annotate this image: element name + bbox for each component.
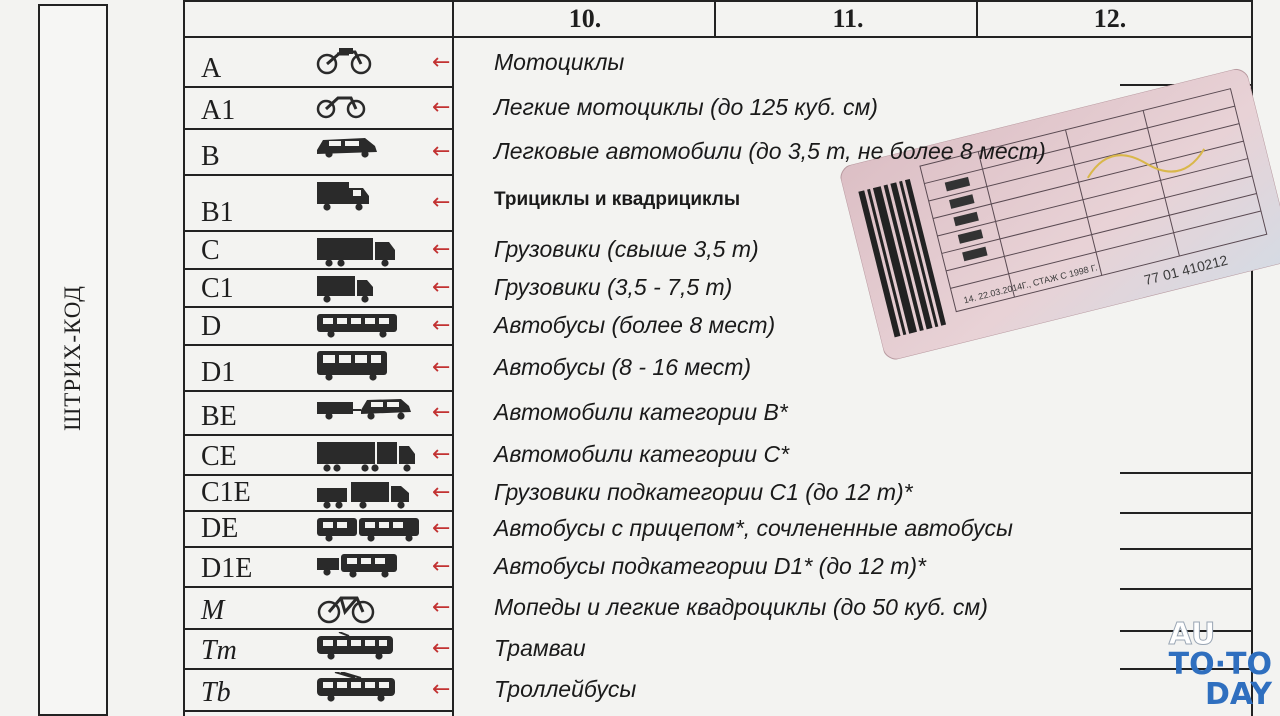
category-description: Мотоциклы bbox=[494, 49, 625, 75]
category-description: Грузовики подкатегории С1 (до 12 т)* bbox=[494, 479, 913, 505]
category-row bbox=[185, 548, 453, 588]
minibus-icon bbox=[315, 348, 391, 387]
right-column-line bbox=[1120, 548, 1253, 550]
bus-icon bbox=[315, 310, 401, 345]
category-row bbox=[185, 130, 453, 176]
category-row bbox=[185, 436, 453, 476]
column-divider bbox=[714, 0, 716, 38]
category-row bbox=[185, 512, 453, 548]
watermark-line-1: AU bbox=[1168, 617, 1216, 652]
red-arrow-left-icon: ← bbox=[432, 95, 451, 120]
moped-icon bbox=[315, 590, 379, 631]
category-code: DE bbox=[201, 513, 239, 544]
category-row bbox=[185, 176, 453, 232]
category-description: Троллейбусы bbox=[494, 676, 637, 702]
articulated-bus-icon bbox=[315, 514, 423, 549]
category-code: D bbox=[201, 311, 222, 342]
red-arrow-left-icon: ← bbox=[432, 400, 451, 425]
car-trailer-icon bbox=[315, 394, 415, 427]
red-arrow-left-icon: ← bbox=[432, 237, 451, 262]
trolleybus-icon bbox=[315, 672, 399, 709]
right-column-line bbox=[1120, 472, 1253, 474]
right-column-line bbox=[1120, 588, 1253, 590]
category-description: Грузовики (свыше 3,5 т) bbox=[494, 236, 759, 262]
red-arrow-left-icon: ← bbox=[432, 275, 451, 300]
category-code: Tb bbox=[201, 677, 231, 708]
category-description: Легковые автомобили (до 3,5 т, не более 8 мест) bbox=[494, 138, 1046, 164]
red-arrow-left-icon: ← bbox=[432, 595, 451, 620]
medium-truck-trailer-icon bbox=[315, 478, 413, 515]
red-arrow-left-icon: ← bbox=[432, 50, 451, 75]
category-description: Трициклы и квадрициклы bbox=[494, 189, 741, 210]
category-code: A bbox=[201, 53, 222, 84]
category-description: Автобусы с прицепом*, сочлененные автобусы bbox=[494, 515, 1013, 541]
red-arrow-left-icon: ← bbox=[432, 355, 451, 380]
category-description: Мопеды и легкие квадроциклы (до 50 куб. см) bbox=[494, 594, 988, 620]
watermark-line-3: DAY bbox=[1205, 677, 1272, 712]
red-arrow-left-icon: ← bbox=[432, 636, 451, 661]
category-code: D1 bbox=[201, 357, 236, 388]
truck-icon bbox=[315, 234, 399, 273]
tram-icon bbox=[315, 632, 397, 667]
category-row bbox=[185, 392, 453, 436]
category-code: Tm bbox=[201, 635, 237, 666]
column-number-11: 11. bbox=[832, 4, 864, 33]
category-row bbox=[185, 40, 453, 88]
minibus-trailer-icon bbox=[315, 550, 401, 583]
category-code: A1 bbox=[201, 95, 236, 126]
red-arrow-left-icon: ← bbox=[432, 313, 451, 338]
category-row bbox=[185, 88, 453, 130]
category-row bbox=[185, 476, 453, 512]
car-icon bbox=[315, 132, 379, 167]
category-row bbox=[185, 270, 453, 308]
card-issued-text: 14. 22.03.2014Г., СТАЖ С 1998 Г. bbox=[962, 262, 1099, 306]
light-motorcycle-icon bbox=[315, 90, 369, 125]
category-row bbox=[185, 588, 453, 630]
barcode-label: ШТРИХ-КОД bbox=[60, 285, 85, 431]
red-arrow-left-icon: ← bbox=[432, 442, 451, 467]
category-code: B1 bbox=[201, 197, 234, 228]
category-description: Грузовики (3,5 - 7,5 т) bbox=[494, 274, 733, 300]
category-code: CE bbox=[201, 441, 237, 472]
red-arrow-left-icon: ← bbox=[432, 480, 451, 505]
truck-trailer-icon bbox=[315, 438, 419, 479]
medium-truck-icon bbox=[315, 272, 377, 309]
watermark-line-2: TO·TO bbox=[1168, 647, 1272, 682]
right-column-line bbox=[1120, 512, 1253, 514]
category-row bbox=[185, 346, 453, 392]
category-row bbox=[185, 232, 453, 270]
red-arrow-left-icon: ← bbox=[432, 554, 451, 579]
category-code: D1E bbox=[201, 553, 253, 584]
category-row bbox=[185, 630, 453, 670]
category-description: Автобусы (8 - 16 мест) bbox=[494, 354, 752, 380]
column-number-10: 10. bbox=[568, 4, 602, 33]
red-arrow-left-icon: ← bbox=[432, 139, 451, 164]
red-arrow-left-icon: ← bbox=[432, 677, 451, 702]
category-description: Автобусы подкатегории D1* (до 12 т)* bbox=[494, 553, 926, 579]
category-description: Автомобили категории С* bbox=[494, 441, 790, 467]
column-number-12: 12. bbox=[1093, 4, 1127, 33]
category-code: B bbox=[201, 141, 220, 172]
category-description: Автомобили категории В* bbox=[494, 399, 788, 425]
category-description: Трамваи bbox=[494, 635, 586, 661]
category-code: C bbox=[201, 235, 220, 266]
category-code: BE bbox=[201, 401, 237, 432]
card-number: 77 01 410212 bbox=[1142, 251, 1230, 289]
motorcycle-icon bbox=[315, 42, 375, 81]
row-divider bbox=[185, 710, 453, 712]
column-divider bbox=[976, 0, 978, 38]
category-row bbox=[185, 670, 453, 712]
category-description: Легкие мотоциклы (до 125 куб. см) bbox=[494, 94, 878, 120]
autotoday-watermark bbox=[1168, 617, 1272, 712]
category-description: Автобусы (более 8 мест) bbox=[494, 312, 776, 338]
category-row bbox=[185, 308, 453, 346]
category-code: C1E bbox=[201, 477, 251, 508]
red-arrow-left-icon: ← bbox=[432, 190, 451, 215]
category-code: C1 bbox=[201, 273, 234, 304]
category-code: M bbox=[201, 595, 225, 626]
red-arrow-left-icon: ← bbox=[432, 516, 451, 541]
tricycle-quadricycle-icon bbox=[315, 178, 373, 219]
